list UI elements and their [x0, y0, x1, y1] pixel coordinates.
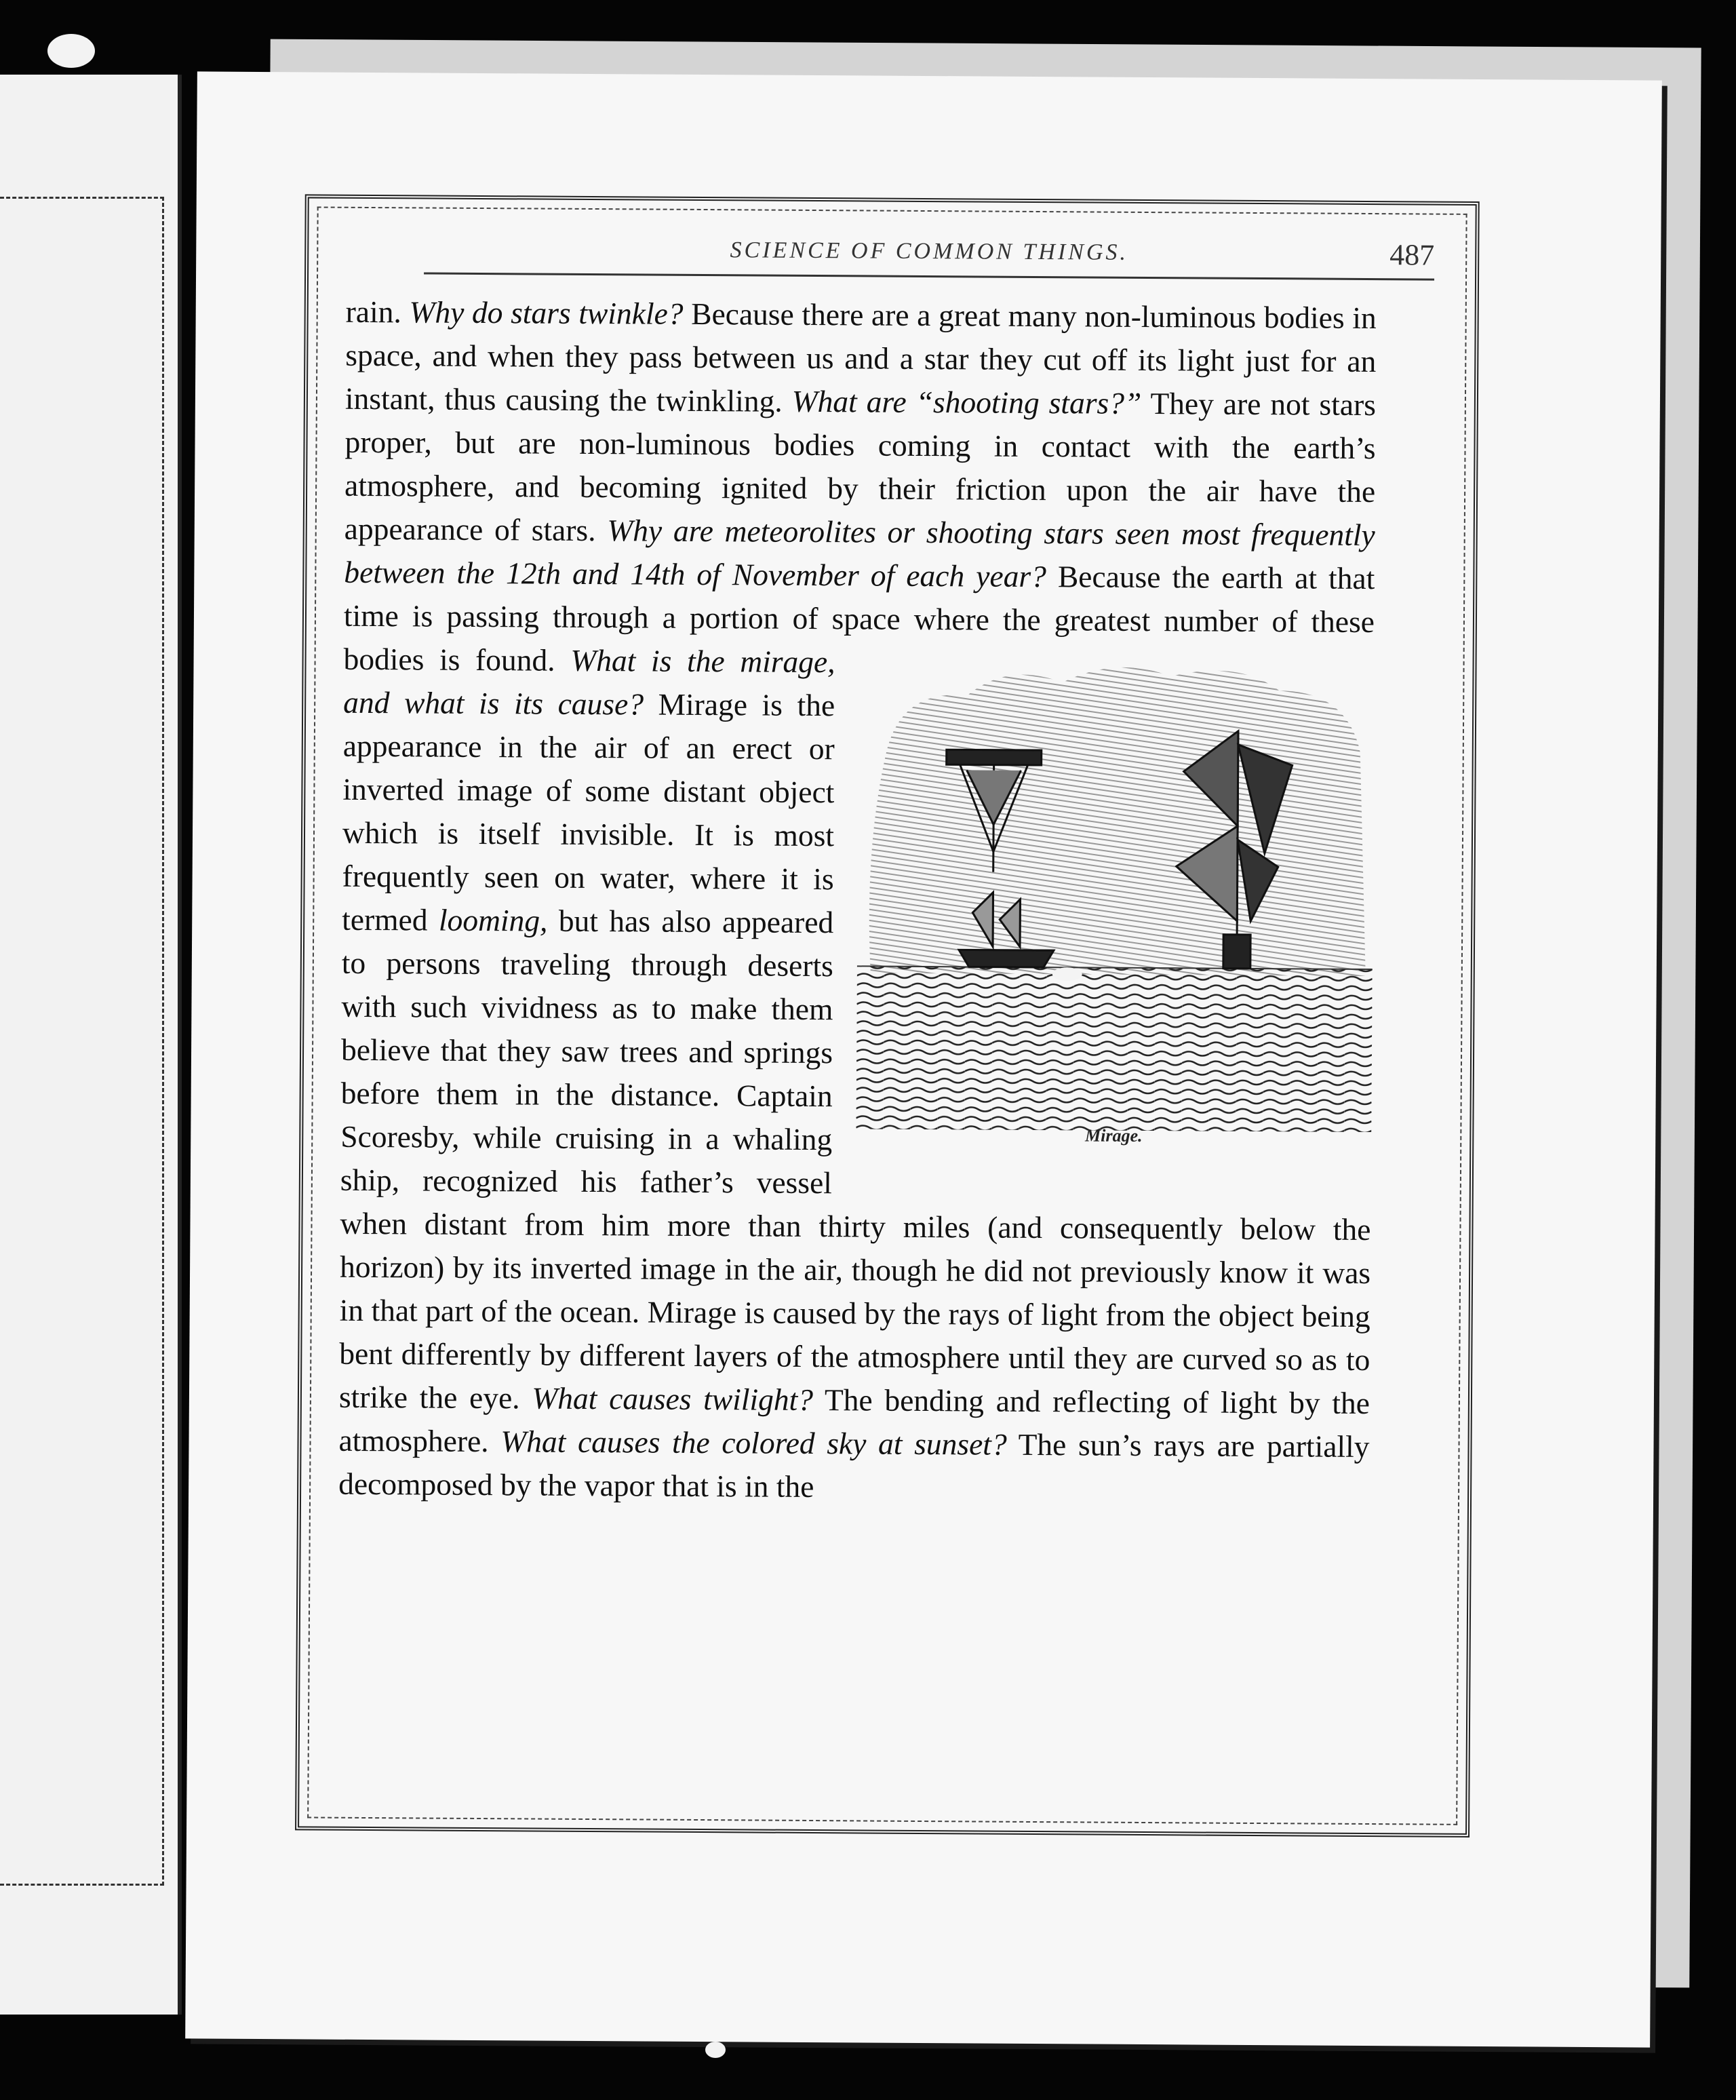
- page-number: 487: [1389, 238, 1435, 272]
- paper-speck: [47, 34, 95, 68]
- answer: They are not stars proper, but are non-luminous bodies coming in contact with the earth’s atmosphere, and becoming ignited by their friction upon the air have the appearance of stars.: [344, 386, 1377, 548]
- term: looming,: [438, 902, 548, 938]
- text-run: rain.: [345, 294, 401, 330]
- sky-hatching: [869, 666, 1367, 976]
- figure-caption: Mirage.: [1084, 1125, 1143, 1146]
- mirage-engraving: [856, 647, 1374, 1139]
- mirage-illustration: [856, 647, 1375, 1159]
- previous-page-rule-top: [0, 197, 164, 199]
- answer: Because there are a great many non-luminous bodies in space, and when they pass between us and a star they cut off its light just for an instant, thus causing the twinkling.: [344, 296, 1377, 419]
- question: What causes the colored sky at sunset?: [500, 1424, 1007, 1462]
- page-border: [295, 194, 1480, 1838]
- sea-waves: [856, 966, 1372, 1132]
- answer: Because the earth at that time is passing through a portion of space where the greatest number of these bodies is found.: [343, 559, 1375, 678]
- paper-speck: [705, 2042, 726, 2058]
- running-title: SCIENCE OF COMMON THINGS.: [730, 237, 1129, 265]
- answer: The bending and reflecting of light by the atmosphere.: [338, 1382, 1370, 1459]
- answer: Mirage is the appearance in the air of an erect or inverted image of some distant object which is itself invisible. It is most frequently seen on water, where it is termed: [342, 686, 835, 937]
- previous-page-edge: [0, 75, 182, 2015]
- question: Why are meteorolites or shooting stars seen most frequently between the 12th and 14th of November of each year?: [344, 513, 1375, 594]
- question: What causes twilight?: [532, 1380, 814, 1418]
- question: Why do stars twinkle?: [409, 294, 684, 331]
- running-head: [424, 231, 1434, 280]
- paragraph: [338, 290, 1377, 1512]
- question: What are “shooting stars?”: [791, 383, 1142, 421]
- page-text: [338, 290, 1377, 1512]
- previous-page-rule-bottom: [0, 1884, 164, 1886]
- book-page: [185, 71, 1662, 2047]
- answer: but has also appeared to persons traveling through deserts with such vividness as to make them believe that they saw trees and springs before them in the distance. Captain Scoresby, while cruising in a whaling ship, recognized his father’s vessel when distant from him more than thirty miles (and consequently below the horizon) by its inverted image in the air, though he did not previously know it was in that part of the ocean. Mirage is caused by the rays of light from the object being bent differently by different layers of the atmosphere until they are curved so as to strike the eye.: [338, 903, 1371, 1416]
- previous-page-rule: [162, 197, 164, 1886]
- question: What is the mirage, and what is its cause?: [343, 642, 835, 722]
- answer: The sun’s rays are partially decomposed by the vapor that is in the: [338, 1426, 1370, 1504]
